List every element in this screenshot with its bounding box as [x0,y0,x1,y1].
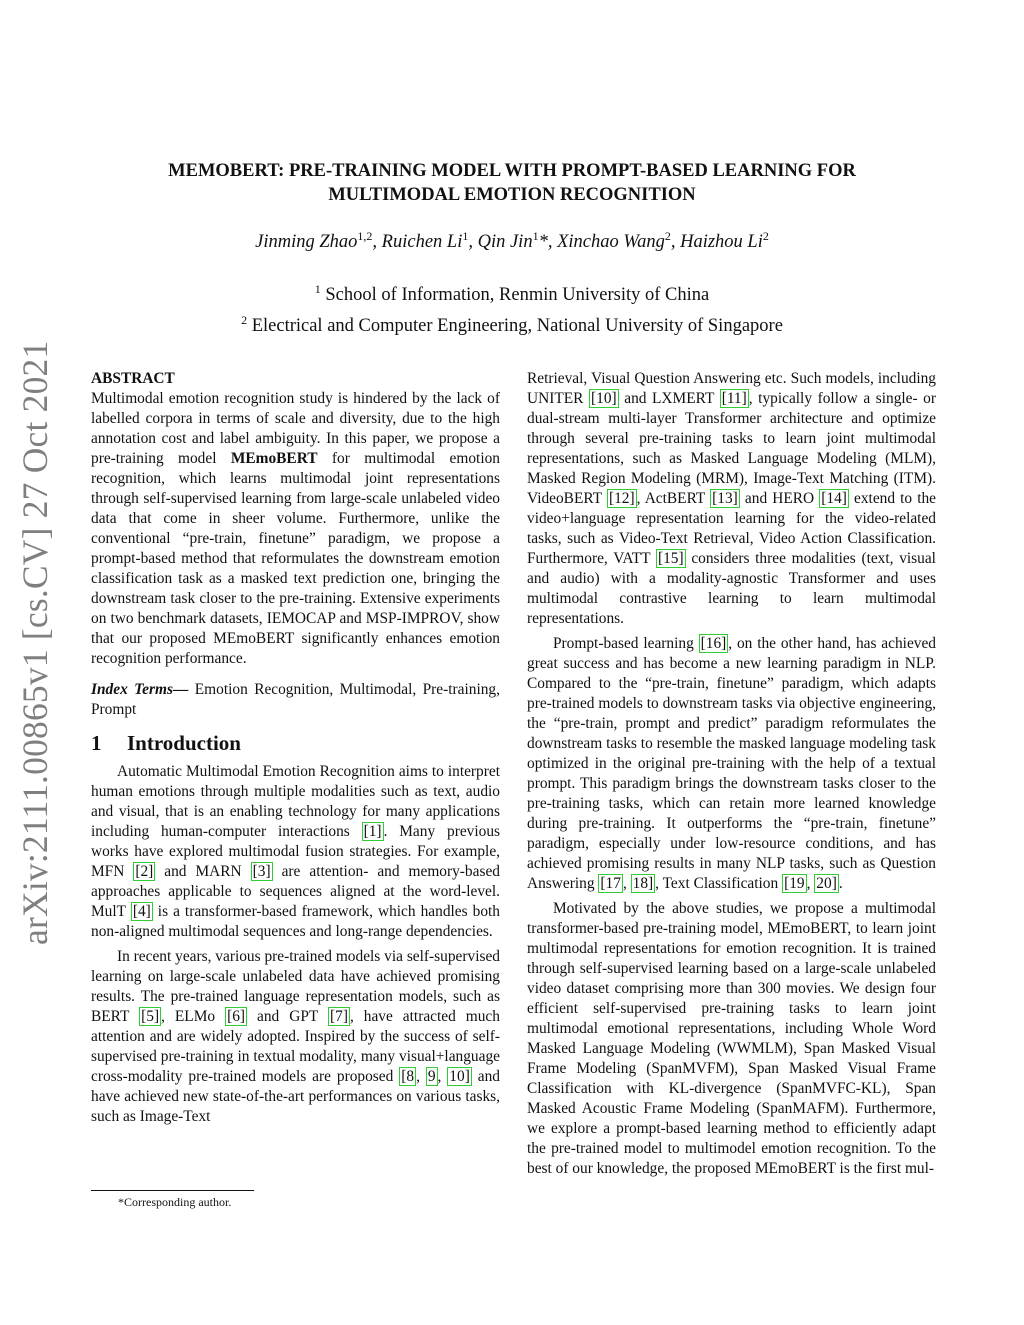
author-affil-sup: 2 [664,229,671,243]
title-line-2: MULTIMODAL EMOTION RECOGNITION [328,185,696,205]
citation-link[interactable]: [17 [600,875,621,892]
citation-link[interactable]: [8 [401,1068,415,1085]
text-run: Retrieval, Visual Question Answering etc. Such models, including UNITER [527,370,936,407]
text-run: and have achieved new state-of-the-art performances on various tasks, such as Image-Text [91,1068,500,1125]
citation-link[interactable]: [19 [784,875,805,892]
citation-link[interactable]: [5] [141,1008,160,1025]
text-run: and GPT [257,1008,319,1025]
affil-text: School of Information, Renmin University of China [325,285,710,306]
text-run: , Text Classification [655,875,779,892]
citation-link[interactable]: 18] [632,875,654,892]
index-terms [91,680,500,720]
title-line-1: MEMOBERT: PRE-TRAINING MODEL WITH PROMPT-BASED LEARNING FOR [168,161,856,181]
author-sep: , [670,232,681,253]
right-column [527,369,936,1179]
index-terms-label: Index Terms— [91,681,189,698]
citation-link[interactable]: [16] [700,635,727,652]
footnote-divider [91,1190,254,1191]
section-number: 1 [91,731,102,755]
author: Haizhou Li [680,232,763,253]
author-affil-sup: 2 [762,229,769,243]
affil-sup: 1 [314,282,321,296]
text-run: , ActBERT [636,490,706,507]
affil-text: Electrical and Computer Engineering, National University of Singapore [251,316,783,337]
intro-paragraph-4: Prompt-based learning [16] , on the other hand, has achieved great success and has become a new learning paradigm in NLP. Compared to the “pre-train, finetune” paradigm, which adapts pre-trained models to downstream tasks via objective engineering, the “pre-train, prompt and predict” paradigm reformulates the downstream tasks to resemble the masked language modeling task optimized in the original pre-training with the help of a textual prompt. This paradigm brings the downstream tasks closer to the pre-training tasks, which can retain more learned knowledge during pre-training. It outperforms the “pre-train, finetune” paradigm, especially under low-resource conditions, and has achieved promising results in many NLP tasks, such as Question Answering [17 , 18] , Text Classification [19 , 20] . [527,635,936,892]
text-run: considers three modalities (text, visual and audio) with a modality-agnostic Transformer and uses multimodal contrastive learning to learn multimodal representations. [527,550,936,627]
author-affil-sup: 1,2 [357,229,373,243]
text-run: and LXMERT [624,390,715,407]
abstract-heading: ABSTRACT [91,370,175,387]
text-run: , have attracted much attention and are widely adopted. Inspired by the success of self-supervised pre-training in textual modality, many visual+language cross-modality pre-trained models are proposed [91,1008,500,1085]
citation-link[interactable]: [3] [252,863,271,880]
affiliation-2 [100,308,924,339]
model-name-bold: MEmoBERT [230,450,318,467]
text-run: extend to the video+language representation learning for the video-related tasks, such as Video-Text Retrieval, Video Action Classification. Furthermore, VATT [527,490,937,567]
citation-link[interactable]: 20] [816,875,837,892]
citation-link[interactable]: [2] [135,863,154,880]
citation-link[interactable]: [12] [608,490,635,507]
author: Jinming Zhao [255,232,358,253]
abstract-body [91,389,500,669]
text-run: are attention- and memory-based approaches applicable to sequences aligned at the word-level. MulT [91,863,500,920]
section-heading-introduction [91,729,500,757]
text-run: , ELMo [161,1008,216,1025]
author: Ruichen Li [381,232,463,253]
abstract-text-1: Multimodal emotion recognition study is hindered by the lack of labelled corpora in terms of scale and diversity, due to the high annotation cost and label ambiguity. In this paper, we propose a pre-training model [91,390,500,467]
author: Qin Jin [477,232,533,253]
text-run: Automatic Multimodal Emotion Recognition aims to interpret human emotions through multiple modalities such as text, audio and visual, that is an enabling technology for many applications including human-computer interactions [91,763,500,840]
author-sep: , [468,232,478,253]
left-column [91,369,500,1127]
text-run: . [838,875,843,892]
arxiv-identifier-stamp: arXiv:2111.00865v1 [cs.CV] 27 Oct 2021 [15,340,55,945]
abstract-text-2: for multimodal emotion recognition, which learns multimodal joint representations through self-supervised learning from large-scale unlabeled video data that come in sheer volume. Furthermore, unlike the conventional “pre-train, finetune” paradigm, we propose a prompt-based method that reformulates the downstream emotion classification task as a masked text prediction one, bringing the downstream task closer to the pre-training. Extensive experiments on two benchmark datasets, IEMOCAP and MSP-IMPROV, show that our proposed MEmoBERT significantly enhances emotion recognition performance. [91,450,500,667]
intro-paragraph-1 [91,762,500,942]
author-sep: , [372,232,382,253]
citation-link[interactable]: [14] [821,490,847,507]
text-run: , typically follow a single- or dual-stream multi-layer Transformer architecture and optimize through several pre-training tasks to learn joint multimodal representations, such as Masked Language Modeling (MLM), Masked Region Modeling (MRM), Image-Text Matching (ITM). VideoBERT [527,390,937,507]
text-run: Prompt-based learning [553,635,694,652]
author-sep: *, [538,232,558,253]
text-run: is a transformer-based framework, which handles both non-aligned multimodal sequences and long-range dependencies. [91,903,500,940]
citation-link[interactable]: [6] [227,1008,246,1025]
citation-link[interactable]: [10] [591,390,617,407]
affiliations [100,277,924,339]
citation-link[interactable]: [15] [657,550,684,567]
affiliation-1 [100,277,924,308]
text-run: and MARN [164,863,242,880]
citation-link[interactable]: [11] [721,390,747,407]
affil-sup: 2 [241,313,248,328]
intro-paragraph-5: Motivated by the above studies, we propose a multimodal transformer-based pre-training model, MEmoBERT, to learn joint multimodal representations for emotion recognition. It is trained through self-supervised learning based on a large-scale unlabeled video dataset comprising more than 300 movies. We design four efficient self-supervised pre-training tasks to learn joint multimodal emotional representations, including Whole Word Masked Language Modeling (WWMLM), Span Masked Visual Frame Modeling (SpanMVFM), Span Masked Visual Frame Classification with KL-divergence (SpanMVFC-KL), Span Masked Acoustic Frame Modeling (SpanMAFM). Furthermore, we explore a prompt-based learning method to efficiently adapt the pre-trained model to multimodel emotion recognition. To the best of our knowledge, the proposed MEmoBERT is the first mul- [527,900,936,1177]
author-list [100,229,924,253]
text-run: . Many previous works have explored multimodal fusion strategies. For example, MFN [91,823,501,880]
author-affil-sup: 1 [532,229,539,243]
text-run: , on the other hand, has achieved great success and has become a new learning paradigm in NLP. Compared to the “pre-train, finetune” paradigm, which adapts pre-trained models to downstream tasks via objective engineering, the “pre-train, prompt and predict” paradigm reformulates the downstream tasks to resemble the masked language modeling task optimized in the original pre-training with the help of a textual prompt. This paradigm brings the downstream tasks closer to the pre-training tasks, which can retain more learned knowledge during pre-training. It outperforms the “pre-train, finetune” paradigm, especially under low-resource conditions, and has achieved promising results in many NLP tasks, such as Question Answering [527,635,936,892]
citation-link[interactable]: [1] [363,823,382,840]
intro-paragraph-3 [527,369,936,629]
footnote-corresponding-author: *Corresponding author. [118,1195,232,1209]
paper-title [100,159,924,207]
citation-link[interactable]: 9 [427,1068,436,1085]
citation-link[interactable]: [7] [330,1008,348,1025]
author-affil-sup: 1 [462,229,469,243]
section-title-text: Introduction [127,731,241,755]
text-run: and HERO [744,490,815,507]
text-run: In recent years, various pre-trained models via self-supervised learning on large-scale unlabeled data have achieved promising results. The pre-trained language representation models, such as BERT [91,948,500,1025]
citation-link[interactable]: [4] [132,903,151,920]
citation-link[interactable]: 10] [449,1068,470,1085]
index-terms-text: Emotion Recognition, Multimodal, Pre-training, Prompt [91,681,500,718]
citation-link[interactable]: [13] [712,490,738,507]
intro-paragraph-2: In recent years, various pre-trained models via self-supervised learning on large-scale unlabeled data have achieved promising results. The pre-trained language representation models, such as BERT [5] , ELMo [6] and GPT [7] , have attracted much attention and are widely adopted. Inspired by the success of self-supervised pre-training in textual modality, many visual+language cross-modality pre-trained models are proposed [8 , 9 , 10] and have achieved new state-of-the-art performances on various tasks, such as Image-Text [91,948,500,1125]
author: Xinchao Wang [557,232,665,253]
